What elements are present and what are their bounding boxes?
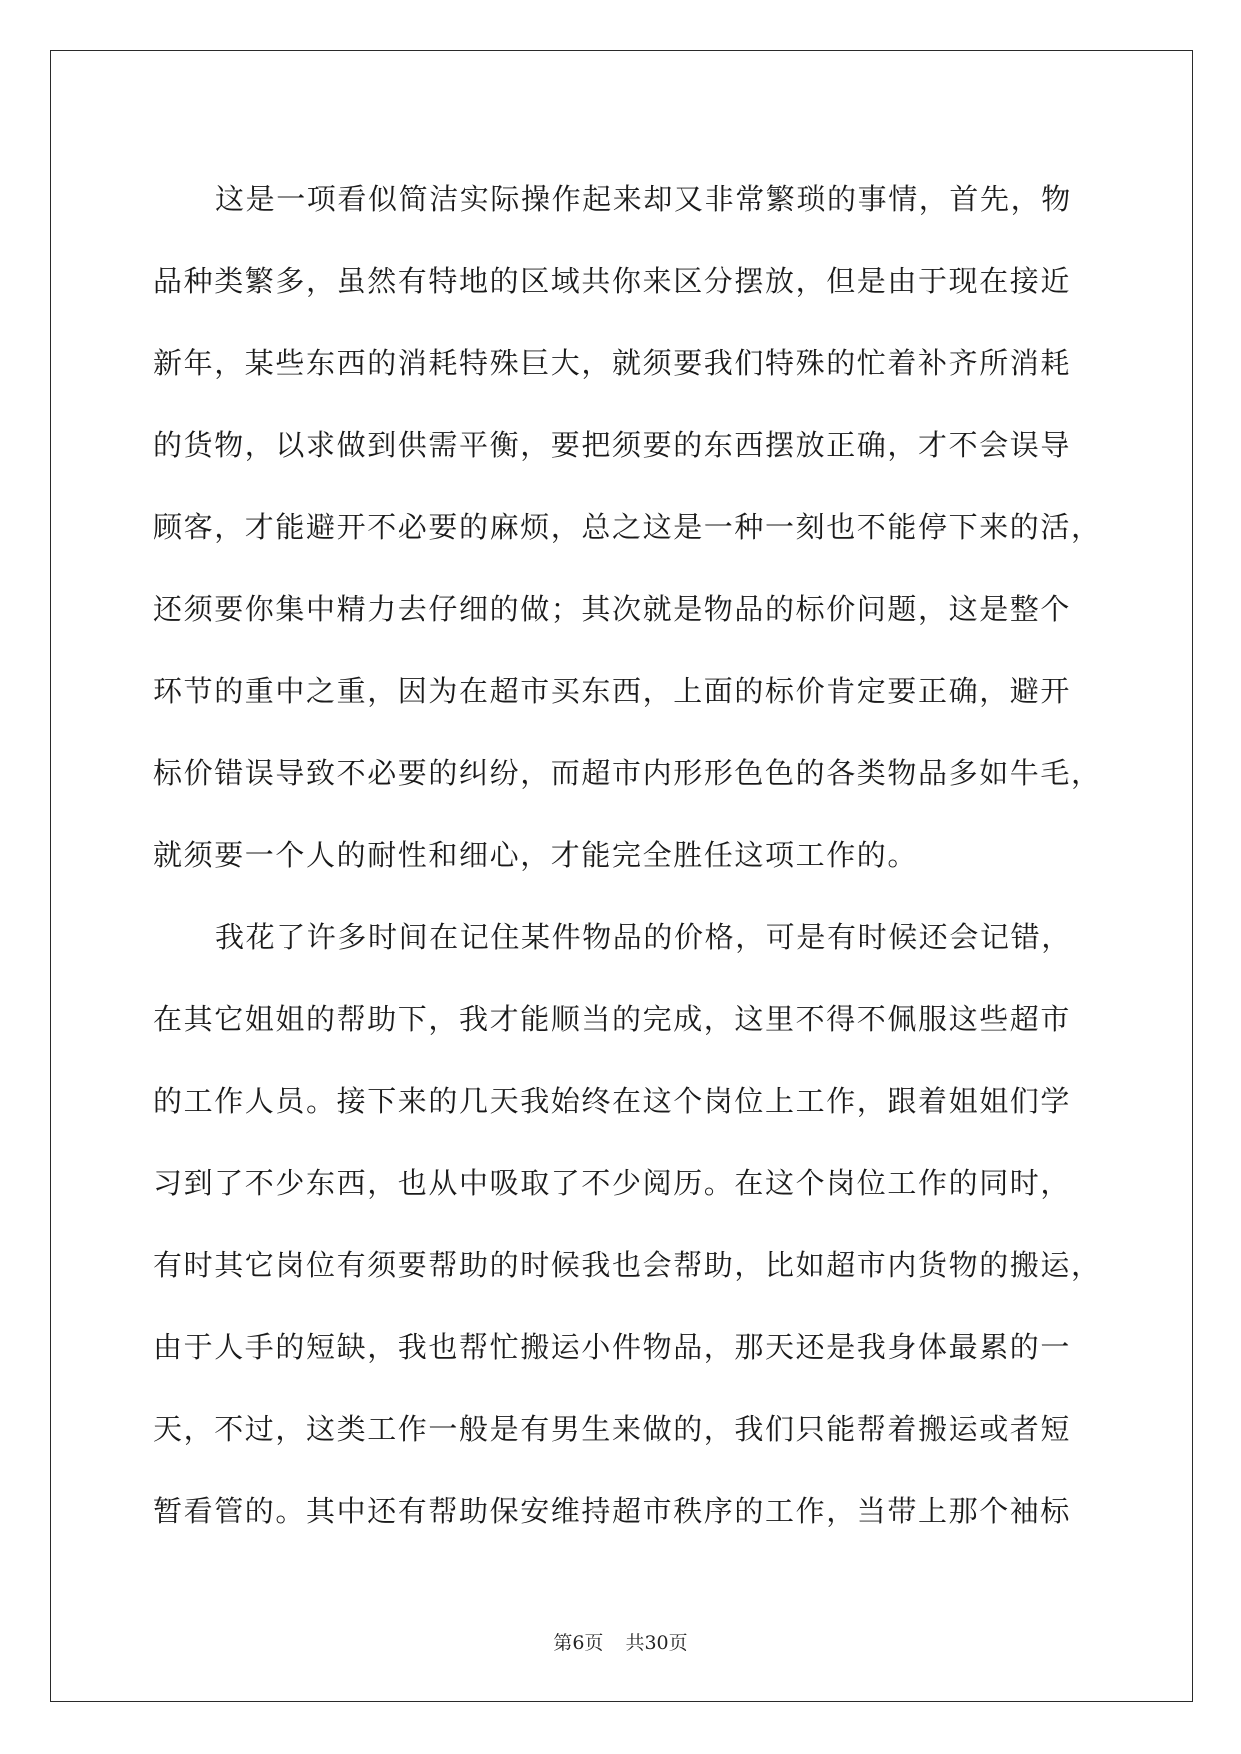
text-line: 顾客，才能避开不必要的麻烦，总之这是一种一刻也不能停下来的活， [153, 510, 1102, 544]
page-number: 第6页 [553, 1632, 604, 1654]
text-line: 的工作人员。接下来的几天我始终在这个岗位上工作，跟着姐姐们学 [153, 1084, 1072, 1118]
text-line: 在其它姐姐的帮助下，我才能顺当的完成，这里不得不佩服这些超市 [153, 1002, 1072, 1036]
text-line: 习到了不少东西，也从中吸取了不少阅历。在这个岗位工作的同时， [153, 1166, 1072, 1200]
text-line: 暂看管的。其中还有帮助保安维持超市秩序的工作，当带上那个袖标 [153, 1494, 1072, 1528]
document-body [153, 158, 1102, 1552]
text-line: 由于人手的短缺，我也帮忙搬运小件物品，那天还是我身体最累的一 [153, 1330, 1072, 1364]
text-line: 的货物，以求做到供需平衡，要把须要的东西摆放正确，才不会误导 [153, 428, 1072, 462]
text-line: 就须要一个人的耐性和细心，才能完全胜任这项工作的。 [153, 838, 919, 872]
text-line: 标价错误导致不必要的纠纷，而超市内形形色色的各类物品多如牛毛， [153, 756, 1102, 790]
page-total: 共30页 [625, 1632, 688, 1654]
text-line: 有时其它岗位有须要帮助的时候我也会帮助，比如超市内货物的搬运， [153, 1248, 1102, 1282]
paragraph-2 [153, 896, 1102, 1552]
text-line: 天，不过，这类工作一般是有男生来做的，我们只能帮着搬运或者短 [153, 1412, 1072, 1446]
text-line: 还须要你集中精力去仔细的做；其次就是物品的标价问题，这是整个 [153, 592, 1072, 626]
text-line: 我花了许多时间在记住某件物品的价格，可是有时候还会记错， [215, 920, 1072, 954]
text-line: 这是一项看似简洁实际操作起来却又非常繁琐的事情，首先，物 [215, 182, 1072, 216]
text-line: 品种类繁多，虽然有特地的区域共你来区分摆放，但是由于现在接近 [153, 264, 1072, 298]
paragraph-1 [153, 158, 1102, 896]
text-line: 环节的重中之重，因为在超市买东西，上面的标价肯定要正确，避开 [153, 674, 1072, 708]
text-line: 新年，某些东西的消耗特殊巨大，就须要我们特殊的忙着补齐所消耗 [153, 346, 1072, 380]
page-footer [0, 1628, 1241, 1655]
